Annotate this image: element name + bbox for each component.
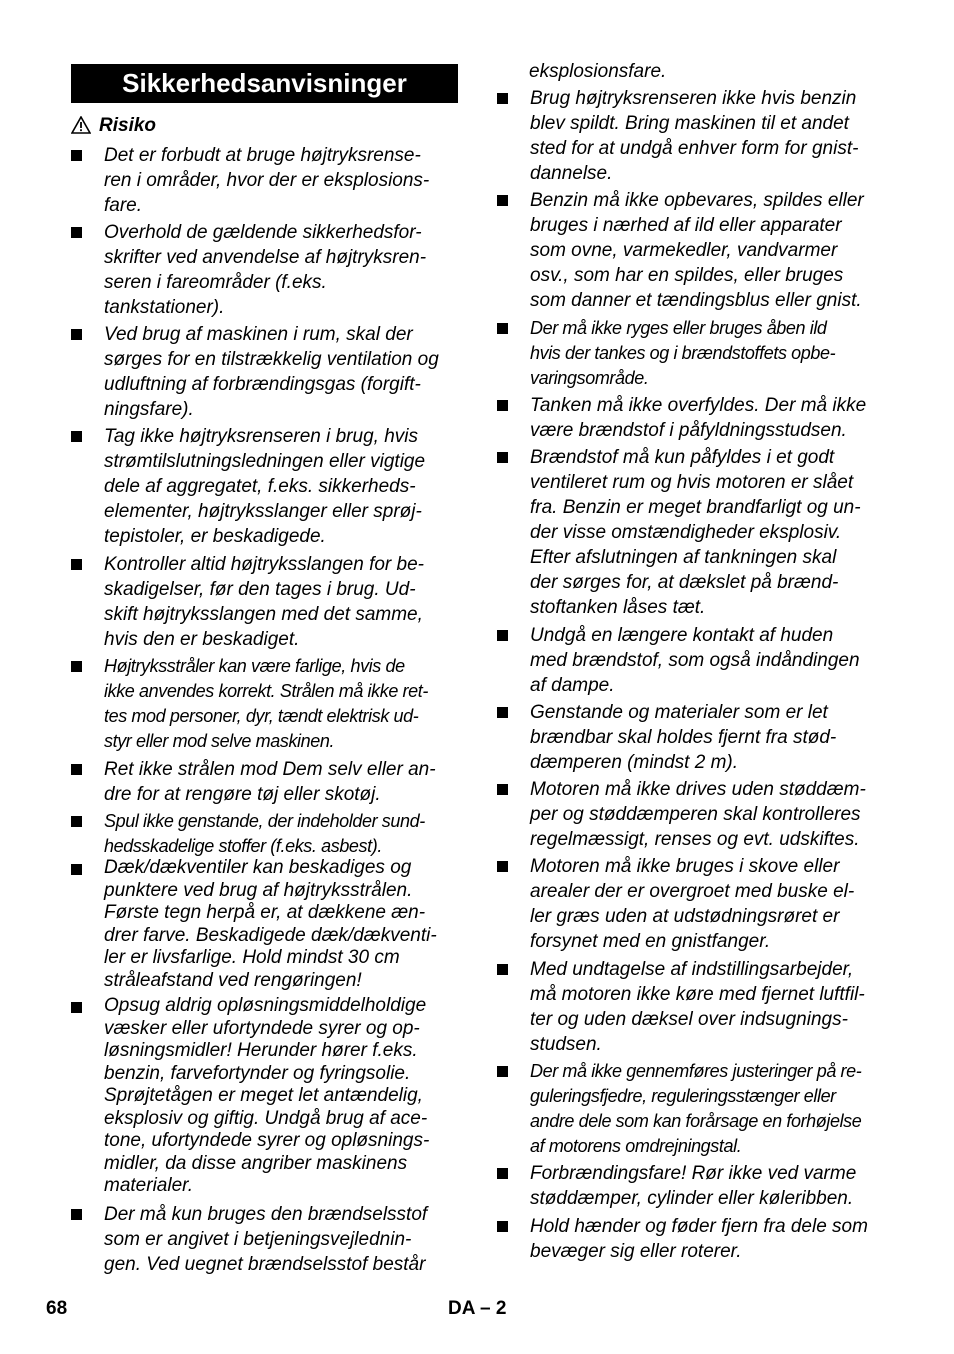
bullet-icon [497, 452, 508, 463]
list-item-text: Hold hænder og føder fjern fra dele som bevæger sig eller roterer. [530, 1216, 868, 1262]
bullet-icon [497, 1221, 508, 1232]
bullet-icon [497, 400, 508, 411]
list-item-text: Opsug aldrig opløsningsmiddelholdige væsker eller ufortyndede syrer og op- løsningsmidler! Herunder hører f.eks. benzin, farvefortynder og fyringsolie. Sprøjtetågen er meget let antændelig, eksplosiv og giftig. Undgå brug af ace- tone, ufortyndede syrer og opløsnings- midler, da disse angriber maskinens materialer. [104, 995, 430, 1196]
bullet-icon [71, 329, 82, 340]
list-item-text: Benzin må ikke opbevares, spildes eller bruges i nærhed af ild eller apparater som ovne, varmekedler, vandvarmer osv., som har en spildes, eller bruges som danner et tændingsblus eller gnist. [530, 190, 864, 311]
bullet-icon [497, 195, 508, 206]
continued-text: eksplosionsfare. [529, 61, 667, 82]
bullet-icon [71, 150, 82, 161]
list-item-text: Forbrændingsfare! Rør ikke ved varme støddæmper, cylinder eller køleribben. [530, 1163, 857, 1209]
bullet-icon [497, 1168, 508, 1179]
warning-triangle-icon [71, 116, 91, 134]
bullet-icon [71, 227, 82, 238]
warning-label: Risiko [99, 115, 157, 136]
list-item-text: Der må ikke gennemføres justeringer på re- guleringsfjedre, reguleringsstænger eller andre dele som kan forårsage en forhøjelse af motorens omdrejningstal. [530, 1061, 862, 1156]
list-item-text: Undgå en længere kontakt af huden med brændstof, som også indåndingen af dampe. [530, 625, 860, 696]
list-item-text: Spul ikke genstande, der indeholder sund- hedsskadelige stoffer (f.eks. asbest). [104, 811, 425, 856]
bullet-icon [71, 661, 82, 672]
list-item-text: Dæk/dækventiler kan beskadiges og punktere ved brug af højtryksstrålen. Første tegn herpå er, at dækkene æn- drer farve. Beskadigede dæk/dækventi- ler er livsfarlige. Hold mindst 30 cm stråleafstand ved rengøringen! [104, 857, 437, 991]
bullet-icon [71, 1209, 82, 1220]
bullet-icon [71, 764, 82, 775]
bullet-icon [497, 1066, 508, 1077]
list-item-text: Tanken må ikke overfyldes. Der må ikke være brændstof i påfyldningsstudsen. [530, 395, 867, 441]
list-item-text: Motoren må ikke drives uden støddæm- per og støddæmperen skal kontrolleres regelmæssigt, renses og evt. udskiftes. [530, 779, 866, 850]
list-item-text: Højtryksstråler kan være farlige, hvis de ikke anvendes korrekt. Strålen må ikke ret- tes mod personer, dyr, tændt elektrisk ud- styr eller mod selve maskinen. [104, 656, 428, 751]
warning-label-row [71, 114, 156, 138]
bullet-icon [497, 630, 508, 641]
bullet-icon [71, 431, 82, 442]
list-item-text: Overhold de gældende sikkerhedsfor- skrifter ved anvendelse af højtryksren- seren i fareområder (f.eks. tankstationer). [104, 222, 427, 318]
list-item-text: Brug højtryksrenseren ikke hvis benzin blev spildt. Bring maskinen til et andet sted for at undgå enhver form for gnist- dannelse. [530, 88, 859, 184]
bullet-icon [497, 964, 508, 975]
bullet-icon [497, 93, 508, 104]
bullet-icon [497, 323, 508, 334]
list-item-text: Genstande og materialer som er let brændbar skal holdes fjernt fra stød- dæmperen (mindst 2 m). [530, 702, 837, 773]
bullet-icon [71, 816, 82, 827]
list-item-text: Tag ikke højtryksrenseren i brug, hvis strømtilslutningsledningen eller vigtige dele af aggregatet, f.eks. sikkerheds- elementer, højtryksslanger eller sprøj- tepistoler, er beskadigede. [104, 426, 426, 547]
language-code: DA – 2 [448, 1298, 507, 1319]
list-item-text: Der må kun bruges den brændselsstof som er angivet i betjeningsvejlednin- gen. Ved uegnet brændselsstof består [104, 1204, 428, 1275]
bullet-icon [497, 707, 508, 718]
list-item-text: Ved brug af maskinen i rum, skal der sørges for en tilstrækkelig ventilation og udluftning af forbrændingsgas (forgift- ningsfare). [104, 324, 439, 420]
list-item-text: Med undtagelse af indstillingsarbejder, må motoren ikke køre med fjernet luftfil- ter og uden dæksel over indsugnings- studsen. [530, 959, 865, 1055]
bullet-icon [497, 784, 508, 795]
bullet-icon [71, 1002, 82, 1013]
bullet-icon [71, 559, 82, 570]
bullet-icon [71, 864, 82, 875]
list-item-text: Ret ikke strålen mod Dem selv eller an- dre for at rengøre tøj eller skotøj. [104, 759, 436, 805]
list-item-text: Motoren må ikke bruges i skove eller arealer der er overgroet med buske el- ler græs uden at udstødningsrøret er forsynet med en gnistfanger. [530, 856, 855, 952]
page-number: 68 [46, 1298, 68, 1319]
list-item-text: Kontroller altid højtryksslangen for be- skadigelser, før den tages i brug. Ud- skift højtryksslangen med det samme, hvis den er beskadiget. [104, 554, 424, 650]
list-item-text: Det er forbudt at bruge højtryksrense- ren i områder, hvor der er eksplosions- fare. [104, 145, 430, 216]
section-heading: Sikkerhedsanvisninger [71, 64, 458, 103]
list-item-text: Der må ikke ryges eller bruges åben ild hvis der tankes og i brændstoffets opbe- varingsområde. [530, 318, 836, 388]
bullet-icon [497, 861, 508, 872]
list-item-text: Brændstof må kun påfyldes i et godt ventileret rum og hvis motoren er slået fra. Benzin er meget brandfarligt og un- der visse omstændigheder eksplosiv. Efter afslutningen af tankningen skal der sørges for, at dækslet på brænd- stoftanken låses tæt. [530, 447, 861, 618]
